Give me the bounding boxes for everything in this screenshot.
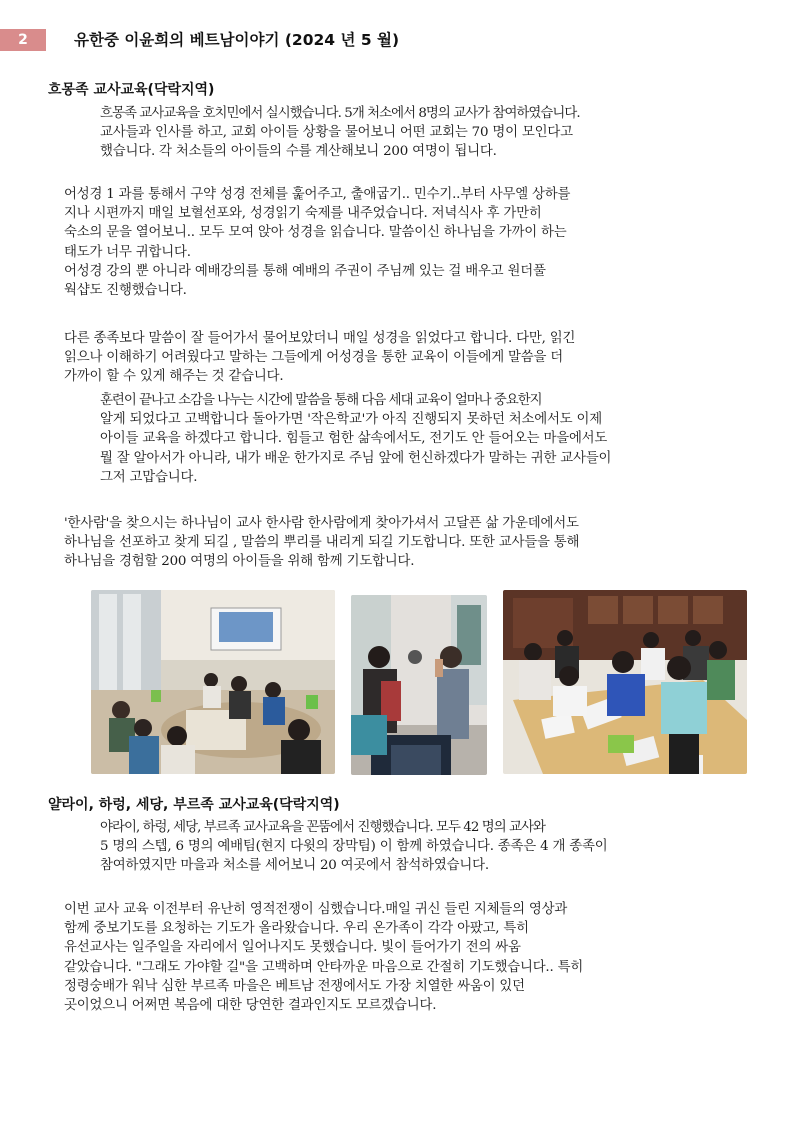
text-line: 5 명의 스텝, 6 명의 예배팀(현지 다윗의 장막팀) 이 함께 하였습니다. 종족은 4 개 종족이: [100, 839, 608, 855]
section-title-jarai: 얄라이, 하렁, 세당, 부르족 교사교육(닥락지역): [48, 797, 340, 813]
text-line: 야라이, 하렁, 세당, 부르족 교사교육을 꼰뚬에서 진행했습니다. 모두 42 명의 교사와: [100, 820, 545, 835]
paragraph: [64, 185, 747, 300]
text-line: 이번 교사 교육 이전부터 유난히 영적전쟁이 심했습니다.매일 귀신 들린 지체들의 영상과: [64, 902, 568, 917]
text-line: 어성경 강의 뿐 아니라 예배강의를 통해 예배의 주권이 주님께 있는 걸 배우고 원더풀: [64, 263, 546, 279]
text-line: 함께 중보기도를 요청하는 기도가 올라왔습니다. 우리 온가족이 각각 아팠고, 특히: [64, 921, 529, 937]
paragraph: [64, 329, 747, 387]
text-line: 교사들과 인사를 하고, 교회 아이들 상황을 물어보니 어떤 교회는 70 명이 모인다고: [100, 125, 573, 141]
text-line: 하나님을 경험할 200 여명의 아이들을 위해 함께 기도합니다.: [64, 554, 415, 570]
worship-team-photo: [351, 595, 487, 775]
page-title: 유한중 이윤희의 베트남이야기 (2024 년 5 월): [74, 31, 400, 49]
text-line: 어성경 1 과를 통해서 구약 성경 전체를 훑어주고, 출애굽기.. 민수기..부터 사무엘 상하를: [64, 187, 571, 202]
text-line: 가까이 할 수 있게 해주는 것 같습니다.: [64, 369, 284, 385]
text-line: 아이들 교육을 하겠다고 합니다. 힘들고 험한 삶속에서도, 전기도 안 들어오는 마을에서도: [100, 431, 608, 447]
training-room-photo: [91, 590, 335, 774]
paragraph: [64, 818, 747, 876]
text-line: 훈련이 끝나고 소감을 나누는 시간에 말씀을 통해 다음 세대 교육이 얼마나 중요한지: [100, 393, 542, 408]
text-line: 지나 시편까지 매일 보혈선포와, 성경읽기 숙제를 내주었습니다. 저녁식사 후 가만히: [64, 206, 542, 222]
text-line: '한사람'을 찾으시는 하나님이 교사 한사람 한사람에게 찾아가셔서 고달픈 삶 가운데에서도: [64, 516, 579, 531]
page-number: 2: [0, 29, 46, 51]
text-line: 하나님을 선포하고 찾게 되길 , 말씀의 뿌리를 내리게 되길 기도합니다. 또한 교사들을 통해: [64, 535, 580, 551]
text-line: 그저 고맙습니다.: [100, 469, 198, 485]
paragraph: [64, 900, 747, 1015]
paragraph: [64, 391, 747, 487]
text-line: 읽으나 이해하기 어려웠다고 말하는 그들에게 어성경을 통한 교육이 이들에게 말씀을 더: [64, 350, 564, 366]
study-table-photo: [503, 590, 747, 774]
text-line: 웍샵도 진행했습니다.: [64, 283, 187, 299]
text-line: 뭘 잘 알아서가 아니라, 내가 배운 한가지로 주님 앞에 헌신하겠다가 말하는 귀한 교사들이: [100, 450, 612, 466]
text-line: 곳이었으니 어쩌면 복음에 대한 당연한 결과인지도 모르겠습니다.: [64, 998, 437, 1014]
text-line: 했습니다. 각 처소들의 아이들의 수를 계산해보니 200 여명이 됩니다.: [100, 144, 497, 160]
text-line: 태도가 너무 귀합니다.: [64, 244, 191, 260]
text-line: 흐몽족 교사교육을 호치민에서 실시했습니다. 5개 처소에서 8명의 교사가 참여하였습니다.: [100, 106, 580, 121]
paragraph: [64, 104, 747, 162]
paragraph: [64, 514, 747, 572]
text-line: 숙소의 문을 열어보니.. 모두 모여 앉아 성경을 읽습니다. 말씀이신 하나님을 가까이 하는: [64, 225, 567, 241]
text-line: 같았습니다. "그래도 가야할 길"을 고백하며 안타까운 마음으로 간절히 기도했습니다.. 특히: [64, 959, 584, 975]
section-title-hmong: 흐몽족 교사교육(닥락지역): [48, 82, 215, 98]
text-line: 알게 되었다고 고백합니다 돌아가면 '작은학교'가 아직 진행되지 못하던 처소에서도 이제: [100, 412, 602, 428]
text-line: 유선교사는 일주일을 자리에서 일어나지도 못했습니다. 빛이 들어가기 전의 싸움: [64, 940, 521, 956]
text-line: 참여하였지만 마을과 처소를 세어보니 20 여곳에서 참석하였습니다.: [100, 858, 489, 874]
text-line: 다른 종족보다 말씀이 잘 들어가서 물어보았더니 매일 성경을 읽었다고 합니다. 다만, 읽긴: [64, 331, 576, 346]
text-line: 정령숭배가 워낙 심한 부르족 마을은 베트남 전쟁에서도 가장 치열한 싸움이 있던: [64, 978, 525, 994]
page-header: [0, 28, 794, 54]
